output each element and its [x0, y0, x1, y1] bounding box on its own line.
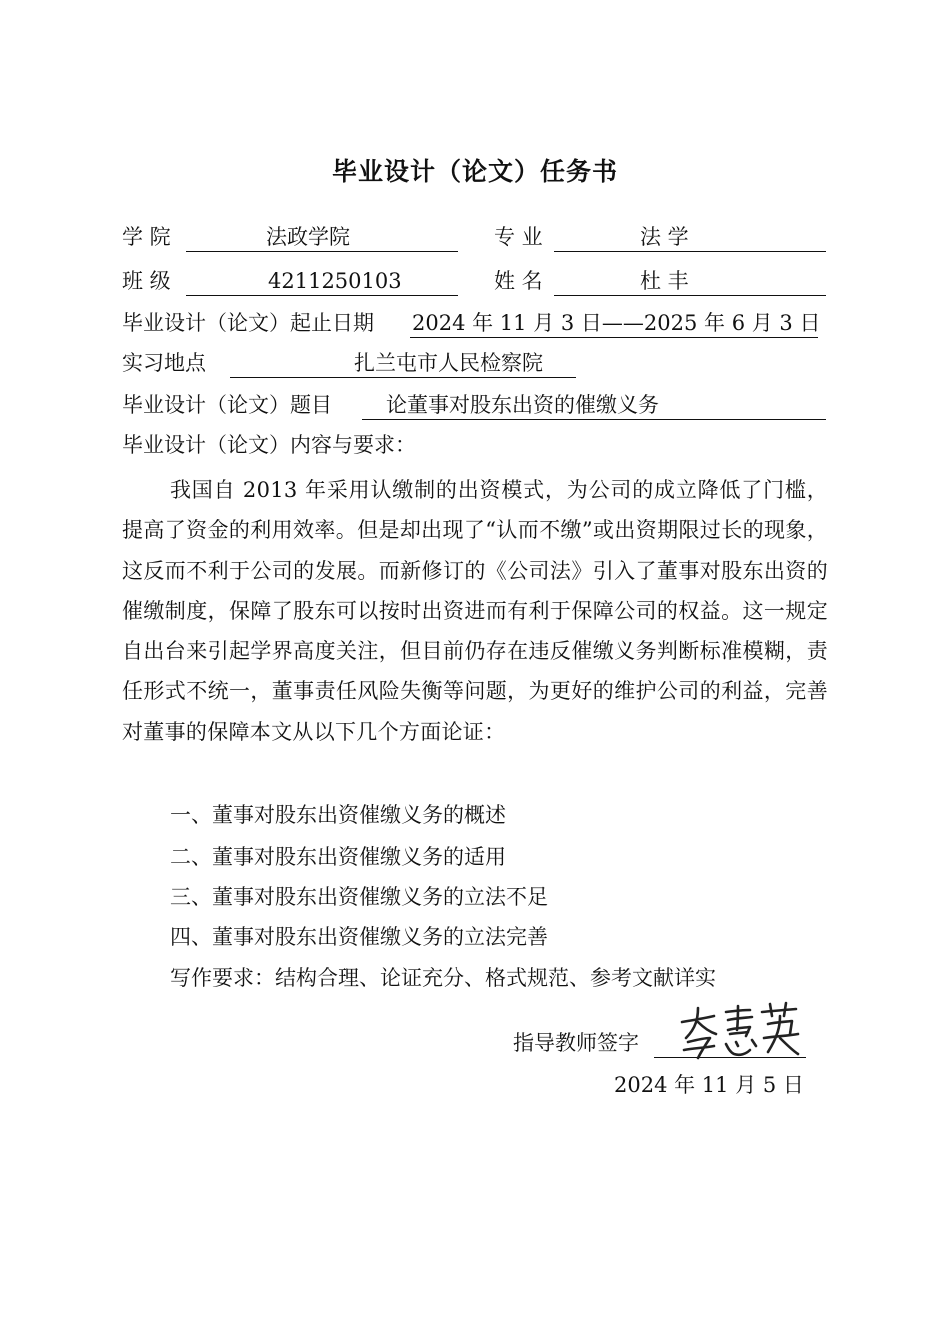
content-heading: 毕业设计（论文）内容与要求：: [122, 433, 416, 457]
dates-label: 毕业设计（论文）起止日期: [122, 311, 374, 335]
topic-value: 论董事对股东出资的催缴义务: [386, 393, 659, 417]
body-paragraph: 我国自 2013 年采用认缴制的出资模式，为公司的成立降低了门槛，提高了资金的利用效率。但是却出现了“认而不缴”或出资期限过长的现象，这反而不利于公司的发展。而新修订的《公司法》引入了董事对股东出资的催缴制度，保障了股东可以按时出资进而有利于保障公司的权益。这一规定自出台来引起学界高度关注，但目前仍存在违反催缴义务判断标准模糊，责任形式不统一，董事责任风险失衡等问题，为更好的维护公司的利益，完善对董事的保障本文从以下几个方面论证：: [122, 478, 828, 744]
sign-date: 2024 年 11 月 5 日: [614, 1073, 804, 1097]
outline-item-2: 二、董事对股东出资催缴义务的适用: [170, 845, 506, 869]
document-title: 毕业设计（论文）任务书: [331, 157, 618, 186]
class-label: 班 级: [122, 269, 171, 293]
school-value: 法政学院: [266, 225, 350, 249]
school-label: 学 院: [122, 225, 171, 249]
class-value: 4211250103: [268, 269, 402, 293]
name-value: 杜 丰: [640, 269, 689, 293]
name-label: 姓 名: [494, 269, 543, 293]
major-label: 专 业: [494, 225, 543, 249]
name-field: [554, 266, 826, 296]
advisor-signature-label: 指导教师签字: [513, 1031, 639, 1055]
major-value: 法 学: [640, 225, 689, 249]
internship-label: 实习地点: [122, 351, 206, 375]
dates-value: 2024 年 11 月 3 日——2025 年 6 月 3 日: [412, 311, 821, 335]
outline-item-4: 四、董事对股东出资催缴义务的立法完善: [170, 925, 548, 949]
outline-item-3: 三、董事对股东出资催缴义务的立法不足: [170, 885, 548, 909]
topic-field: [362, 390, 826, 420]
outline-item-1: 一、董事对股东出资催缴义务的概述: [170, 803, 506, 827]
dates-field: [410, 308, 821, 338]
class-field: [186, 266, 458, 296]
school-field: [186, 222, 458, 252]
major-field: [554, 222, 826, 252]
internship-value: 扎兰屯市人民检察院: [354, 351, 543, 375]
internship-field: [230, 348, 576, 378]
topic-label: 毕业设计（论文）题目: [122, 393, 332, 417]
handwritten-signature: [672, 1000, 802, 1064]
writing-requirements: 写作要求：结构合理、论证充分、格式规范、参考文献详实: [170, 966, 716, 990]
